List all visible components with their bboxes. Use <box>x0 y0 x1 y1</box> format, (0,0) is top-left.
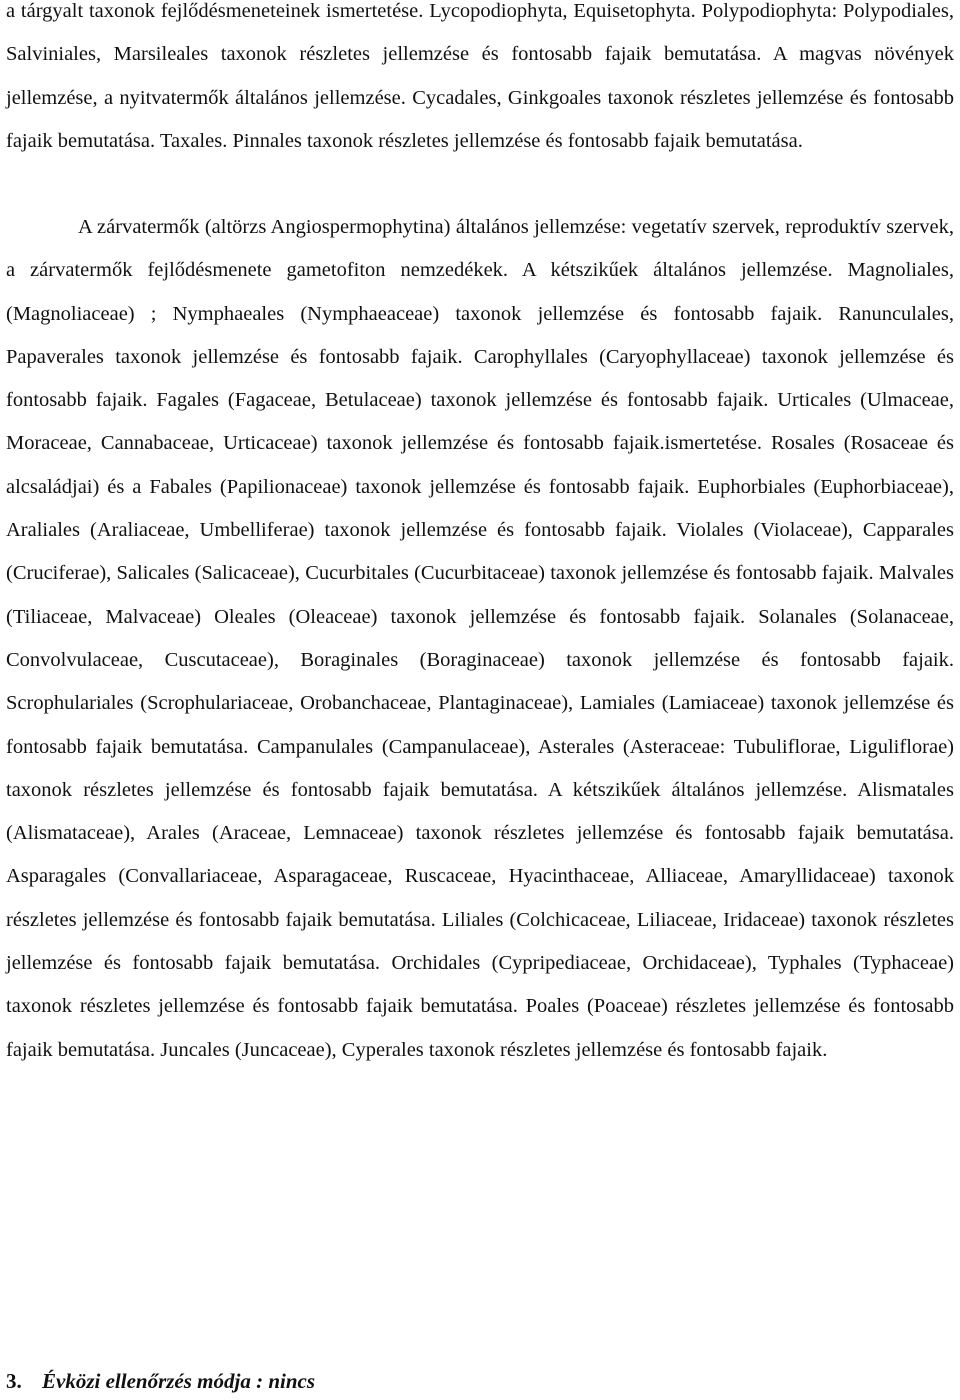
section-heading <box>6 1369 315 1394</box>
paragraph-angiosperm-taxa: A zárvatermők (altörzs Angiospermophytina) általános jellemzése: vegetatív szervek, reproduktív szervek, a zárvatermők fejlődésmenete gametofiton nemzedékek. A kétszikűek általános jellemzése. Magnoliales, (Magnoliaceae) ; Nymphaeales (Nymphaeaceae) taxonok jellemzése és fontosabb fajaik. Ranunculales, Papaverales taxonok jellemzése és fontosabb fajaik. Carophyllales (Caryophyllaceae) taxonok jellemzése és fontosabb fajaik. Fagales (Fagaceae, Betulaceae) taxonok jellemzése és fontosabb fajaik. Urticales (Ulmaceae, Moraceae, Cannabaceae, Urticaceae) taxonok jellemzése és fontosabb fajaik.ismertetése. Rosales (Rosaceae és alcsaládjai) és a Fabales (Papilionaceae) taxonok jellemzése és fontosabb fajaik. Euphorbiales (Euphorbiaceae), Araliales (Araliaceae, Umbelliferae) taxonok jellemzése és fontosabb fajaik. Violales (Violaceae), Capparales (Cruciferae), Salicales (Salicaceae), Cucurbitales (Cucurbitaceae) taxonok jellemzése és fontosabb fajaik. Malvales (Tiliaceae, Malvaceae) Oleales (Oleaceae) taxonok jellemzése és fontosabb fajaik. Solanales (Solanaceae, Convolvulaceae, Cuscutaceae), Boraginales (Boraginaceae) taxonok jellemzése és fontosabb fajaik. Scrophulariales (Scrophulariaceae, Orobanchaceae, Plantaginaceae), Lamiales (Lamiaceae) taxonok jellemzése és fontosabb fajaik bemutatása. Campanulales (Campanulaceae), Asterales (Asteraceae: Tubuliflorae, Liguliflorae) taxonok részletes jellemzése és fontosabb fajaik bemutatása. A kétszikűek általános jellemzése. Alismatales (Alismataceae), Arales (Araceae, Lemnaceae) taxonok részletes jellemzése és fontosabb fajaik bemutatása. Asparagales (Convallariaceae, Asparagaceae, Ruscaceae, Hyacinthaceae, Alliaceae, Amaryllidaceae) taxonok részletes jellemzése és fontosabb fajaik bemutatása. Liliales (Colchicaceae, Liliaceae, Iridaceae) taxonok részletes jellemzése és fontosabb fajaik bemutatása. Orchidales (Cypripediaceae, Orchidaceae), Typhales (Typhaceae) taxonok részletes jellemzése és fontosabb fajaik bemutatása. Poales (Poaceae) részletes jellemzése és fontosabb fajaik bemutatása. Juncales (Juncaceae), Cyperales taxonok részletes jellemzése és fontosabb fajaik. <box>6 216 954 1061</box>
paragraph-spore-gymnosperm-taxa: a tárgyalt taxonok fejlődésmeneteinek ismertetése. Lycopodiophyta, Equisetophyta. Polypodiophyta: Polypodiales, Salviniales, Marsileales taxonok részletes jellemzése és fontosabb fajaik bemutatása. A magvas növények jellemzése, a nyitvatermők általános jellemzése. Cycadales, Ginkgoales taxonok részletes jellemzése és fontosabb fajaik bemutatása. Taxales. Pinnales taxonok részletes jellemzése és fontosabb fajaik bemutatása. <box>6 0 954 152</box>
section-number: 3. <box>6 1369 22 1393</box>
section-title: Évközi ellenőrzés módja : nincs <box>42 1369 316 1393</box>
